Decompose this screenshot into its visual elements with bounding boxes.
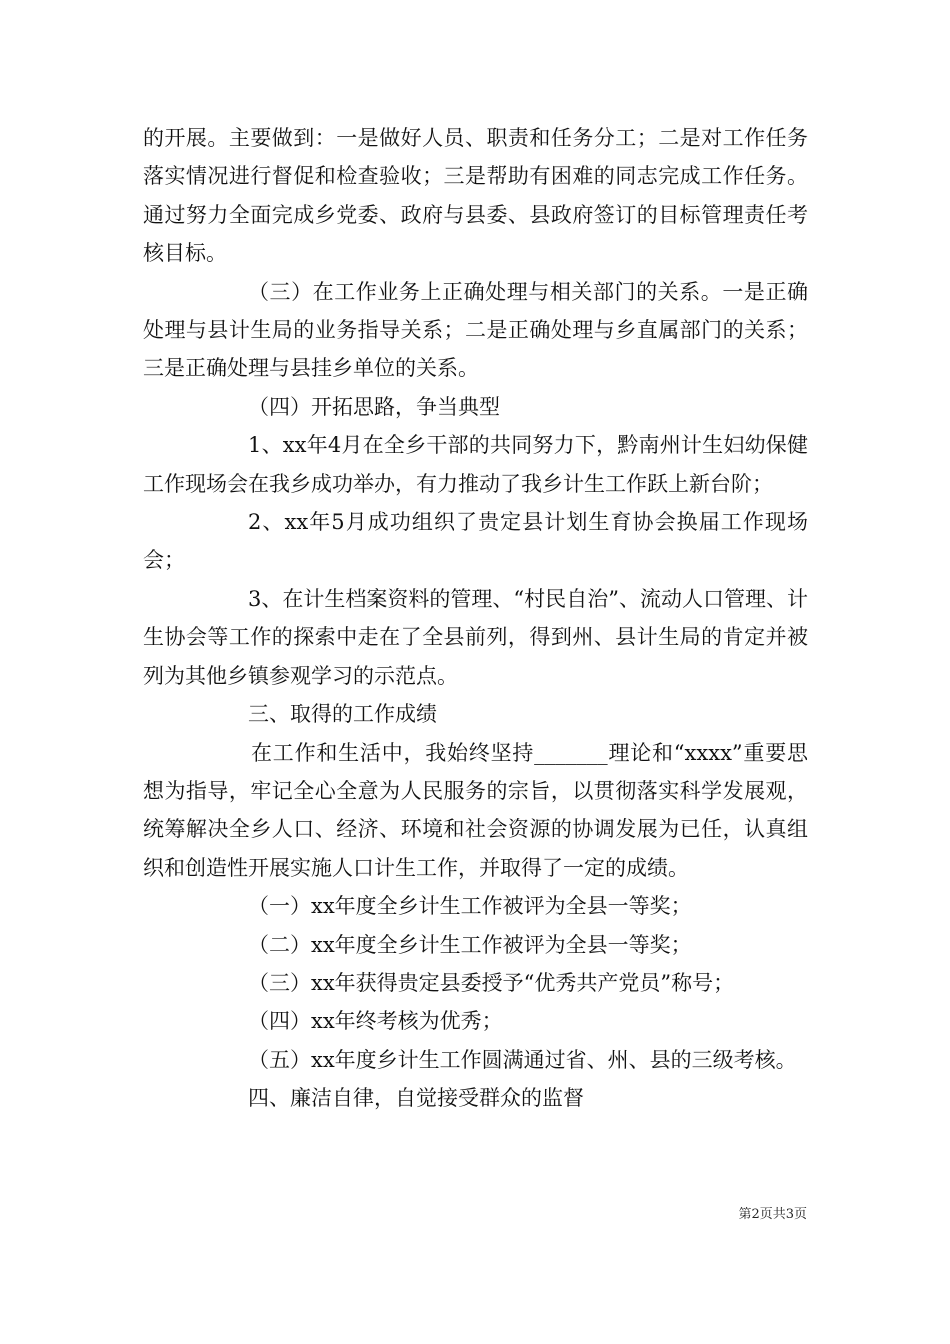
- heading-achievements: 三、取得的工作成绩: [248, 702, 437, 727]
- achievement-1: （一）xx年度全乡计生工作被评为全县一等奖；: [248, 894, 692, 919]
- paragraph-work-division: 的开展。主要做到：一是做好人员、职责和任务分工；二是对工作任务落实情况进行督促和检查验收；三是帮助有困难的同志完成工作任务。通过努力全面完成乡党委、政府与县委、县政府签订的目标管理责任考核目标。: [143, 126, 808, 266]
- paragraph-section-3-relations: （三）在工作业务上正确处理与相关部门的关系。一是正确处理与县计生局的业务指导关系；二是正确处理与乡直属部门的关系；三是正确处理与县挂乡单位的关系。: [143, 279, 808, 381]
- paragraph-section-4-heading: （四）开拓思路，争当典型: [248, 394, 500, 419]
- paragraph-item-3: 3、在计生档案资料的管理、“村民自治”、流动人口管理、计生协会等工作的探索中走在了全县前列，得到州、县计生局的肯定并被列为其他乡镇参观学习的示范点。: [143, 586, 808, 688]
- paragraph-item-1: 1、xx年4月在全乡干部的共同努力下，黔南州计生妇幼保健工作现场会在我乡成功举办，有力推动了我乡计生工作跃上新台阶；: [143, 433, 808, 496]
- page-number: 第2页共3页: [738, 1207, 807, 1222]
- body-text: [143, 119, 808, 1118]
- heading-integrity: 四、廉洁自律，自觉接受群众的监督: [248, 1086, 584, 1111]
- paragraph-achievements-intro: 在工作和生活中，我始终坚持_______理论和“xxxx”重要思想为指导，牢记全心全意为人民服务的宗旨，以贯彻落实科学发展观，统筹解决全乡人口、经济、环境和社会资源的协调发展为已任，认真组织和创造性开展实施人口计生工作，并取得了一定的成绩。: [143, 740, 808, 880]
- achievement-4: （四）xx年终考核为优秀；: [248, 1009, 503, 1034]
- paragraph-item-2: 2、xx年5月成功组织了贵定县计划生育协会换届工作现场会；: [143, 510, 808, 573]
- achievement-5: （五）xx年度乡计生工作圆满通过省、州、县的三级考核。: [248, 1047, 797, 1072]
- achievement-3: （三）xx年获得贵定县委授予“优秀共产党员”称号；: [248, 970, 735, 995]
- achievement-2: （二）xx年度全乡计生工作被评为全县一等奖；: [248, 932, 692, 957]
